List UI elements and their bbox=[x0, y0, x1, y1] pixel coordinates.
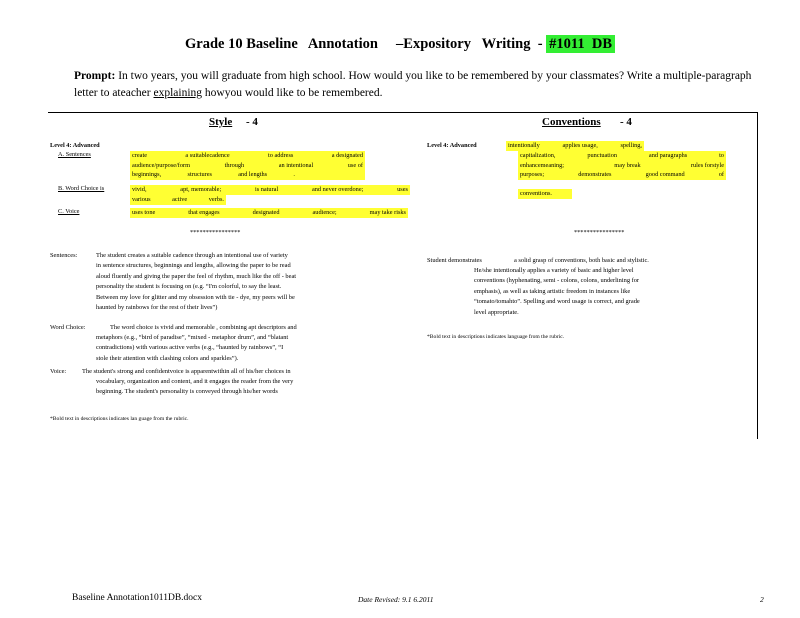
conventions-desc-body bbox=[474, 266, 746, 318]
style-sentences-label: A. Sentences bbox=[58, 151, 91, 158]
hl-row: intentionally applies usage, spelling, bbox=[508, 142, 642, 149]
footer-filename: Baseline Annotation1011DB.docx bbox=[72, 593, 202, 603]
style-sentences-highlight bbox=[130, 151, 365, 180]
desc-line: emphasis), as well as taking artistic freedom in instances like bbox=[474, 287, 631, 295]
title-code-highlight: #1011 DB bbox=[546, 35, 615, 53]
conventions-highlight-1 bbox=[506, 141, 644, 151]
footer-page-number: 2 bbox=[760, 595, 764, 604]
style-voice-highlight bbox=[130, 208, 408, 218]
style-footnote: *Bold text in descriptions indicates lan guage from the rubric. bbox=[50, 416, 189, 422]
hl-row: vivid, apt, memorable; is natural and never overdone; uses bbox=[132, 186, 408, 193]
conventions-divider-stars: **************** bbox=[574, 229, 625, 236]
desc-line: aloud fluently and giving the paper the feel of rhythm, much like the off - beat bbox=[96, 272, 297, 280]
style-word-choice-highlight-2 bbox=[130, 195, 226, 205]
style-score: - 4 bbox=[246, 116, 258, 128]
style-divider-stars: **************** bbox=[190, 229, 241, 236]
hl-row: create a suitablecadence to address a designated bbox=[132, 152, 363, 159]
desc-word-choice-body bbox=[110, 323, 402, 333]
desc-word-choice-body-2 bbox=[96, 333, 402, 364]
style-word-choice-highlight bbox=[130, 185, 410, 195]
hl-row: capitalization, punctuation and paragraphs to bbox=[520, 152, 724, 159]
conventions-score: - 4 bbox=[620, 116, 632, 128]
desc-voice-body bbox=[82, 367, 402, 377]
conventions-highlight-3 bbox=[518, 189, 572, 199]
conventions-level: Level 4: Advanced bbox=[427, 142, 477, 149]
conventions-desc-label: Student demonstrates bbox=[427, 257, 482, 264]
conventions-desc-first bbox=[514, 256, 744, 266]
style-heading: Style bbox=[209, 116, 233, 128]
desc-line: beginning. The student's personality is conveyed through his/her words bbox=[96, 388, 278, 396]
desc-sentences-body bbox=[96, 251, 402, 313]
hl-row: beginnings, structures and lengths . bbox=[132, 171, 295, 179]
conventions-highlight-2 bbox=[518, 151, 726, 180]
hl-row: various active verbs. bbox=[132, 196, 224, 203]
footer-date-revised: Date Revised: 9.1 6.2011 bbox=[358, 595, 434, 604]
prompt-label: Prompt: bbox=[74, 70, 116, 82]
title-text: Grade 10 Baseline Annotation –Expository Writing - bbox=[184, 36, 547, 52]
desc-word-choice-label: Word Choice: bbox=[50, 324, 86, 331]
desc-voice-body-2 bbox=[96, 377, 402, 398]
desc-line: level appropriate. bbox=[474, 308, 519, 316]
hl-row: conventions. bbox=[520, 190, 553, 197]
document-title bbox=[0, 36, 800, 53]
style-word-choice-label: B. Word Choice is bbox=[58, 185, 105, 192]
desc-line: vocabulary, organization and content, and it engages the reader from the very bbox=[96, 378, 294, 385]
desc-line: Between my love for glitter and my obsession with tie - dye, my peers will be bbox=[96, 293, 295, 301]
prompt-paragraph bbox=[74, 68, 754, 102]
desc-line: contradictions) with various active verbs (e.g., “haunted by rainbows”, “I bbox=[96, 344, 284, 352]
prompt-text-1: In two years, you will graduate from high school. How would you like to be remembered by your classmates? Write a multiple-paragraph letter to ateacher bbox=[74, 70, 752, 99]
conventions-heading: Conventions bbox=[542, 116, 601, 128]
hl-row: enhancemeaning; may break rules forstyle bbox=[520, 161, 724, 169]
desc-line: The word choice is vivid and memorable , combining apt descriptors and bbox=[110, 324, 297, 331]
prompt-emphasis: explaining bbox=[153, 87, 203, 99]
desc-line: The student creates a suitable cadence through an intentional use of variety bbox=[96, 252, 288, 259]
desc-sentences-label: Sentences: bbox=[50, 252, 78, 259]
desc-line: conventions (hyphenating, semi - colons, colons, underlining for bbox=[474, 277, 640, 285]
desc-line: He/she intentionally applies a variety of basic and higher level bbox=[474, 267, 634, 274]
desc-voice-label: Voice: bbox=[50, 368, 67, 375]
desc-line: haunted by rainbows for the rest of their lives”) bbox=[96, 304, 218, 312]
desc-line: “tomato/tomahto”. Spelling and word usage is correct, and grade bbox=[474, 298, 640, 306]
desc-line: personality the student is focusing on (e.g. “I'm colorful, to say the least. bbox=[96, 283, 282, 291]
style-level: Level 4: Advanced bbox=[50, 142, 100, 149]
desc-line: metaphors (e.g., “bird of paradise”, “mixed - metaphor drum”, and “blatant bbox=[96, 334, 289, 341]
desc-line: a solid grasp of conventions, both basic and stylistic. bbox=[514, 257, 649, 264]
hl-row: uses tone that engages designated audience; may take risks bbox=[132, 209, 406, 216]
hl-row: purposes; demonstrates good command of bbox=[520, 171, 724, 179]
hl-row: audience/purpose/form through an intentional use of bbox=[132, 161, 363, 169]
desc-line: in sentence structures, beginnings and lengths, allowing the paper to be read bbox=[96, 262, 291, 270]
conventions-footnote: *Bold text in descriptions indicates language from the rubric. bbox=[427, 334, 565, 340]
style-voice-label: C. Voice bbox=[58, 208, 80, 215]
desc-line: stole their attention with clashing colors and sparkles”). bbox=[96, 354, 239, 362]
desc-line: The student's strong and confidentvoice is apparentwithin all of his/her choices in bbox=[82, 368, 291, 375]
prompt-text-2: howyou would like to be remembered. bbox=[202, 87, 383, 99]
